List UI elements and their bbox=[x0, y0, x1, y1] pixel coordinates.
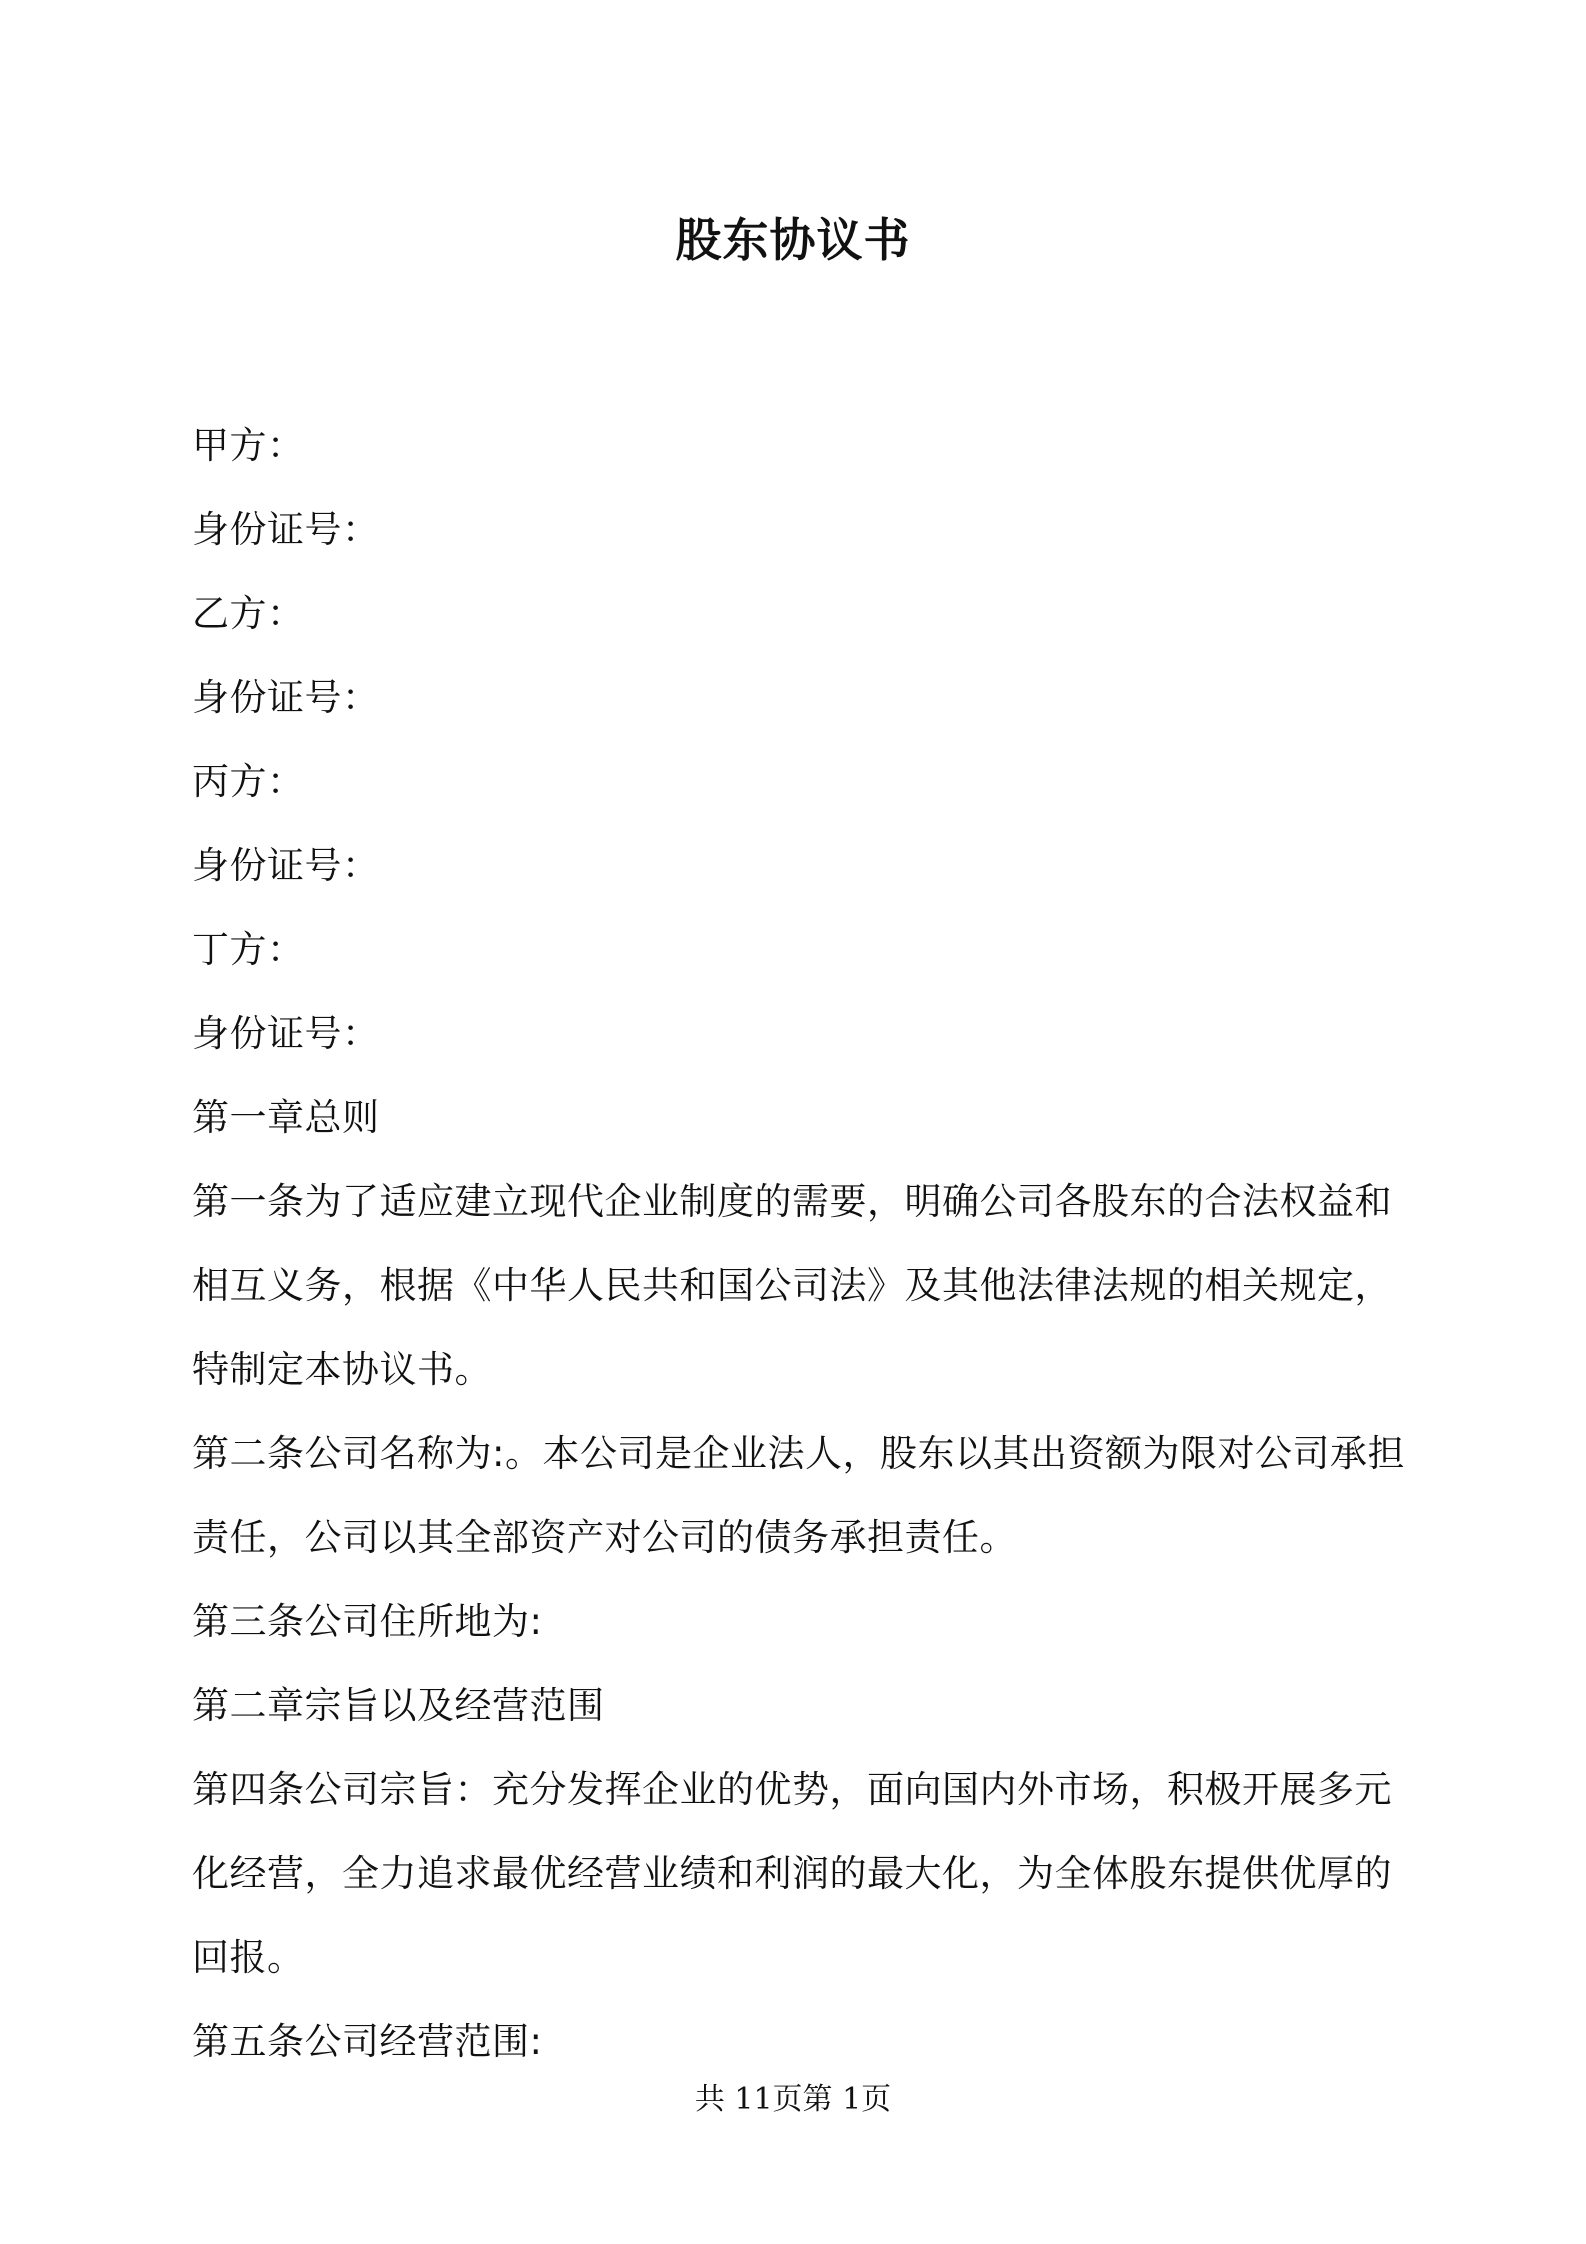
chapter-heading: 第二章宗旨以及经营范围 bbox=[192, 1684, 605, 1727]
party-b-label: 乙方： bbox=[192, 592, 305, 635]
paragraph-line: 第五条公司经营范围: bbox=[192, 2020, 543, 2063]
chapter-heading: 第一章总则 bbox=[192, 1096, 380, 1139]
document-body bbox=[192, 404, 1412, 2084]
paragraph-line: 第一条为了适应建立现代企业制度的需要，明确公司各股东的合法权益和 bbox=[192, 1180, 1392, 1223]
paragraph-line: 第三条公司住所地为: bbox=[192, 1600, 543, 1643]
party-c-id-label: 身份证号： bbox=[192, 844, 380, 887]
page-footer: 共 11页第 1页 bbox=[694, 2082, 892, 2117]
party-a-id-label: 身份证号： bbox=[192, 508, 380, 551]
paragraph-line: 化经营，全力追求最优经营业绩和利润的最大化，为全体股东提供优厚的 bbox=[192, 1852, 1392, 1895]
party-c-label: 丙方： bbox=[192, 760, 305, 803]
document-title: 股东协议书 bbox=[675, 213, 911, 267]
paragraph-line: 责任，公司以其全部资产对公司的债务承担责任。 bbox=[192, 1516, 1017, 1559]
party-d-id-label: 身份证号： bbox=[192, 1012, 380, 1055]
paragraph-line: 特制定本协议书。 bbox=[192, 1348, 492, 1391]
party-b-id-label: 身份证号： bbox=[192, 676, 380, 719]
paragraph-line: 回报。 bbox=[192, 1936, 305, 1979]
paragraph-line: 相互义务，根据《中华人民共和国公司法》及其他法律法规的相关规定， bbox=[192, 1264, 1392, 1307]
party-d-label: 丁方： bbox=[192, 928, 305, 971]
party-a-label: 甲方： bbox=[192, 424, 305, 467]
paragraph-line: 第四条公司宗旨：充分发挥企业的优势，面向国内外市场，积极开展多元 bbox=[192, 1768, 1392, 1811]
paragraph-line: 第二条公司名称为:。本公司是企业法人，股东以其出资额为限对公司承担 bbox=[192, 1432, 1405, 1475]
